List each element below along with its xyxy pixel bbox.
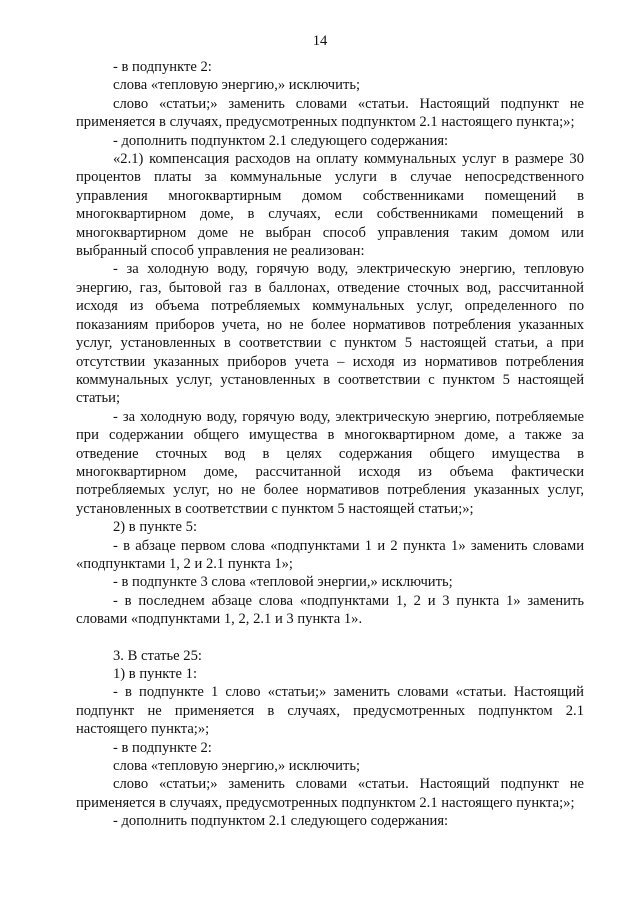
paragraph: - в подпункте 2: (113, 59, 212, 75)
paragraph: слова «тепловую энергию,» исключить; (113, 77, 361, 94)
paragraph: слово «статьи;» заменить словами «статьи. Настоящий подпункт не применяется в случаях, предусмотренных подпунктом 2.1 настоящего пункта;»; (76, 776, 584, 811)
paragraph: - за холодную воду, горячую воду, электрическую энергию, тепловую энергию, газ, бытовой газ в баллонах, отведение сточных вод, рассчитанной исходя из объема потребляемых коммунальных услуг, определенного по показаниям приборов учета, но не более нормативов потребления указанных услуг, установленных в соответствии с пунктом 5 настоящей статьи, а при отсутствии указанных приборов учета – исходя из нормативов потребления коммунальных услуг, установленных в соответствии с пунктом 5 настоящей статьи; (76, 261, 584, 407)
page-number: 14 (312, 33, 328, 49)
paragraph: - в абзаце первом слова «подпунктами 1 и 2 пункта 1» заменить словами «подпунктами 1, 2 и 2.1 пункта 1»; (76, 537, 584, 572)
paragraph: - за холодную воду, горячую воду, электрическую энергию, потребляемые при содержании общего имущества в многоквартирном доме, а также за отведение сточных вод в целях содержания общего имущества в многоквартирном доме, рассчитанной исходя из объема фактически потребляемых услуг, но не более нормативов потребления указанных услуг, установленных в соответствии с пунктом 5 настоящей статьи;»; (76, 408, 584, 517)
paragraph: - дополнить подпунктом 2.1 следующего содержания: (113, 132, 449, 149)
paragraph: 2) в пункте 5: (113, 519, 198, 536)
paragraph: - в подпункте 1 слово «статьи;» заменить словами «статьи. Настоящий подпункт не применяется в случаях, предусмотренных подпунктом 2.1 настоящего пункта;»; (76, 684, 584, 738)
paragraph: слова «тепловую энергию,» исключить; (113, 758, 361, 775)
paragraph: слово «статьи;» заменить словами «статьи. Настоящий подпункт не применяется в случаях, предусмотренных подпунктом 2.1 настоящего пункта;»; (76, 95, 584, 131)
paragraph: 1) в пункте 1: (113, 666, 198, 682)
paragraph: - в подпункте 2: (113, 739, 212, 756)
section-heading: 3. В статье 25: (113, 647, 202, 664)
paragraph: «2.1) компенсация расходов на оплату коммунальных услуг в размере 30 процентов платы за коммунальные услуги в случае непосредственного управления многоквартирным домом собственниками помещений в многоквартирном доме, в случаях, если собственниками помещений в многоквартирном доме не выбран способ управления таким домом или выбранный способ управления не реализован: (76, 151, 584, 260)
paragraph: - в подпункте 3 слова «тепловой энергии,» исключить; (113, 574, 453, 591)
paragraph: - в последнем абзаце слова «подпунктами 1, 2 и 3 пункта 1» заменить словами «подпунктами 1, 2, 2.1 и 3 пункта 1». (76, 592, 584, 628)
section-gap (76, 629, 584, 647)
paragraph: - дополнить подпунктом 2.1 следующего содержания: (113, 813, 449, 830)
document-body (76, 58, 584, 831)
